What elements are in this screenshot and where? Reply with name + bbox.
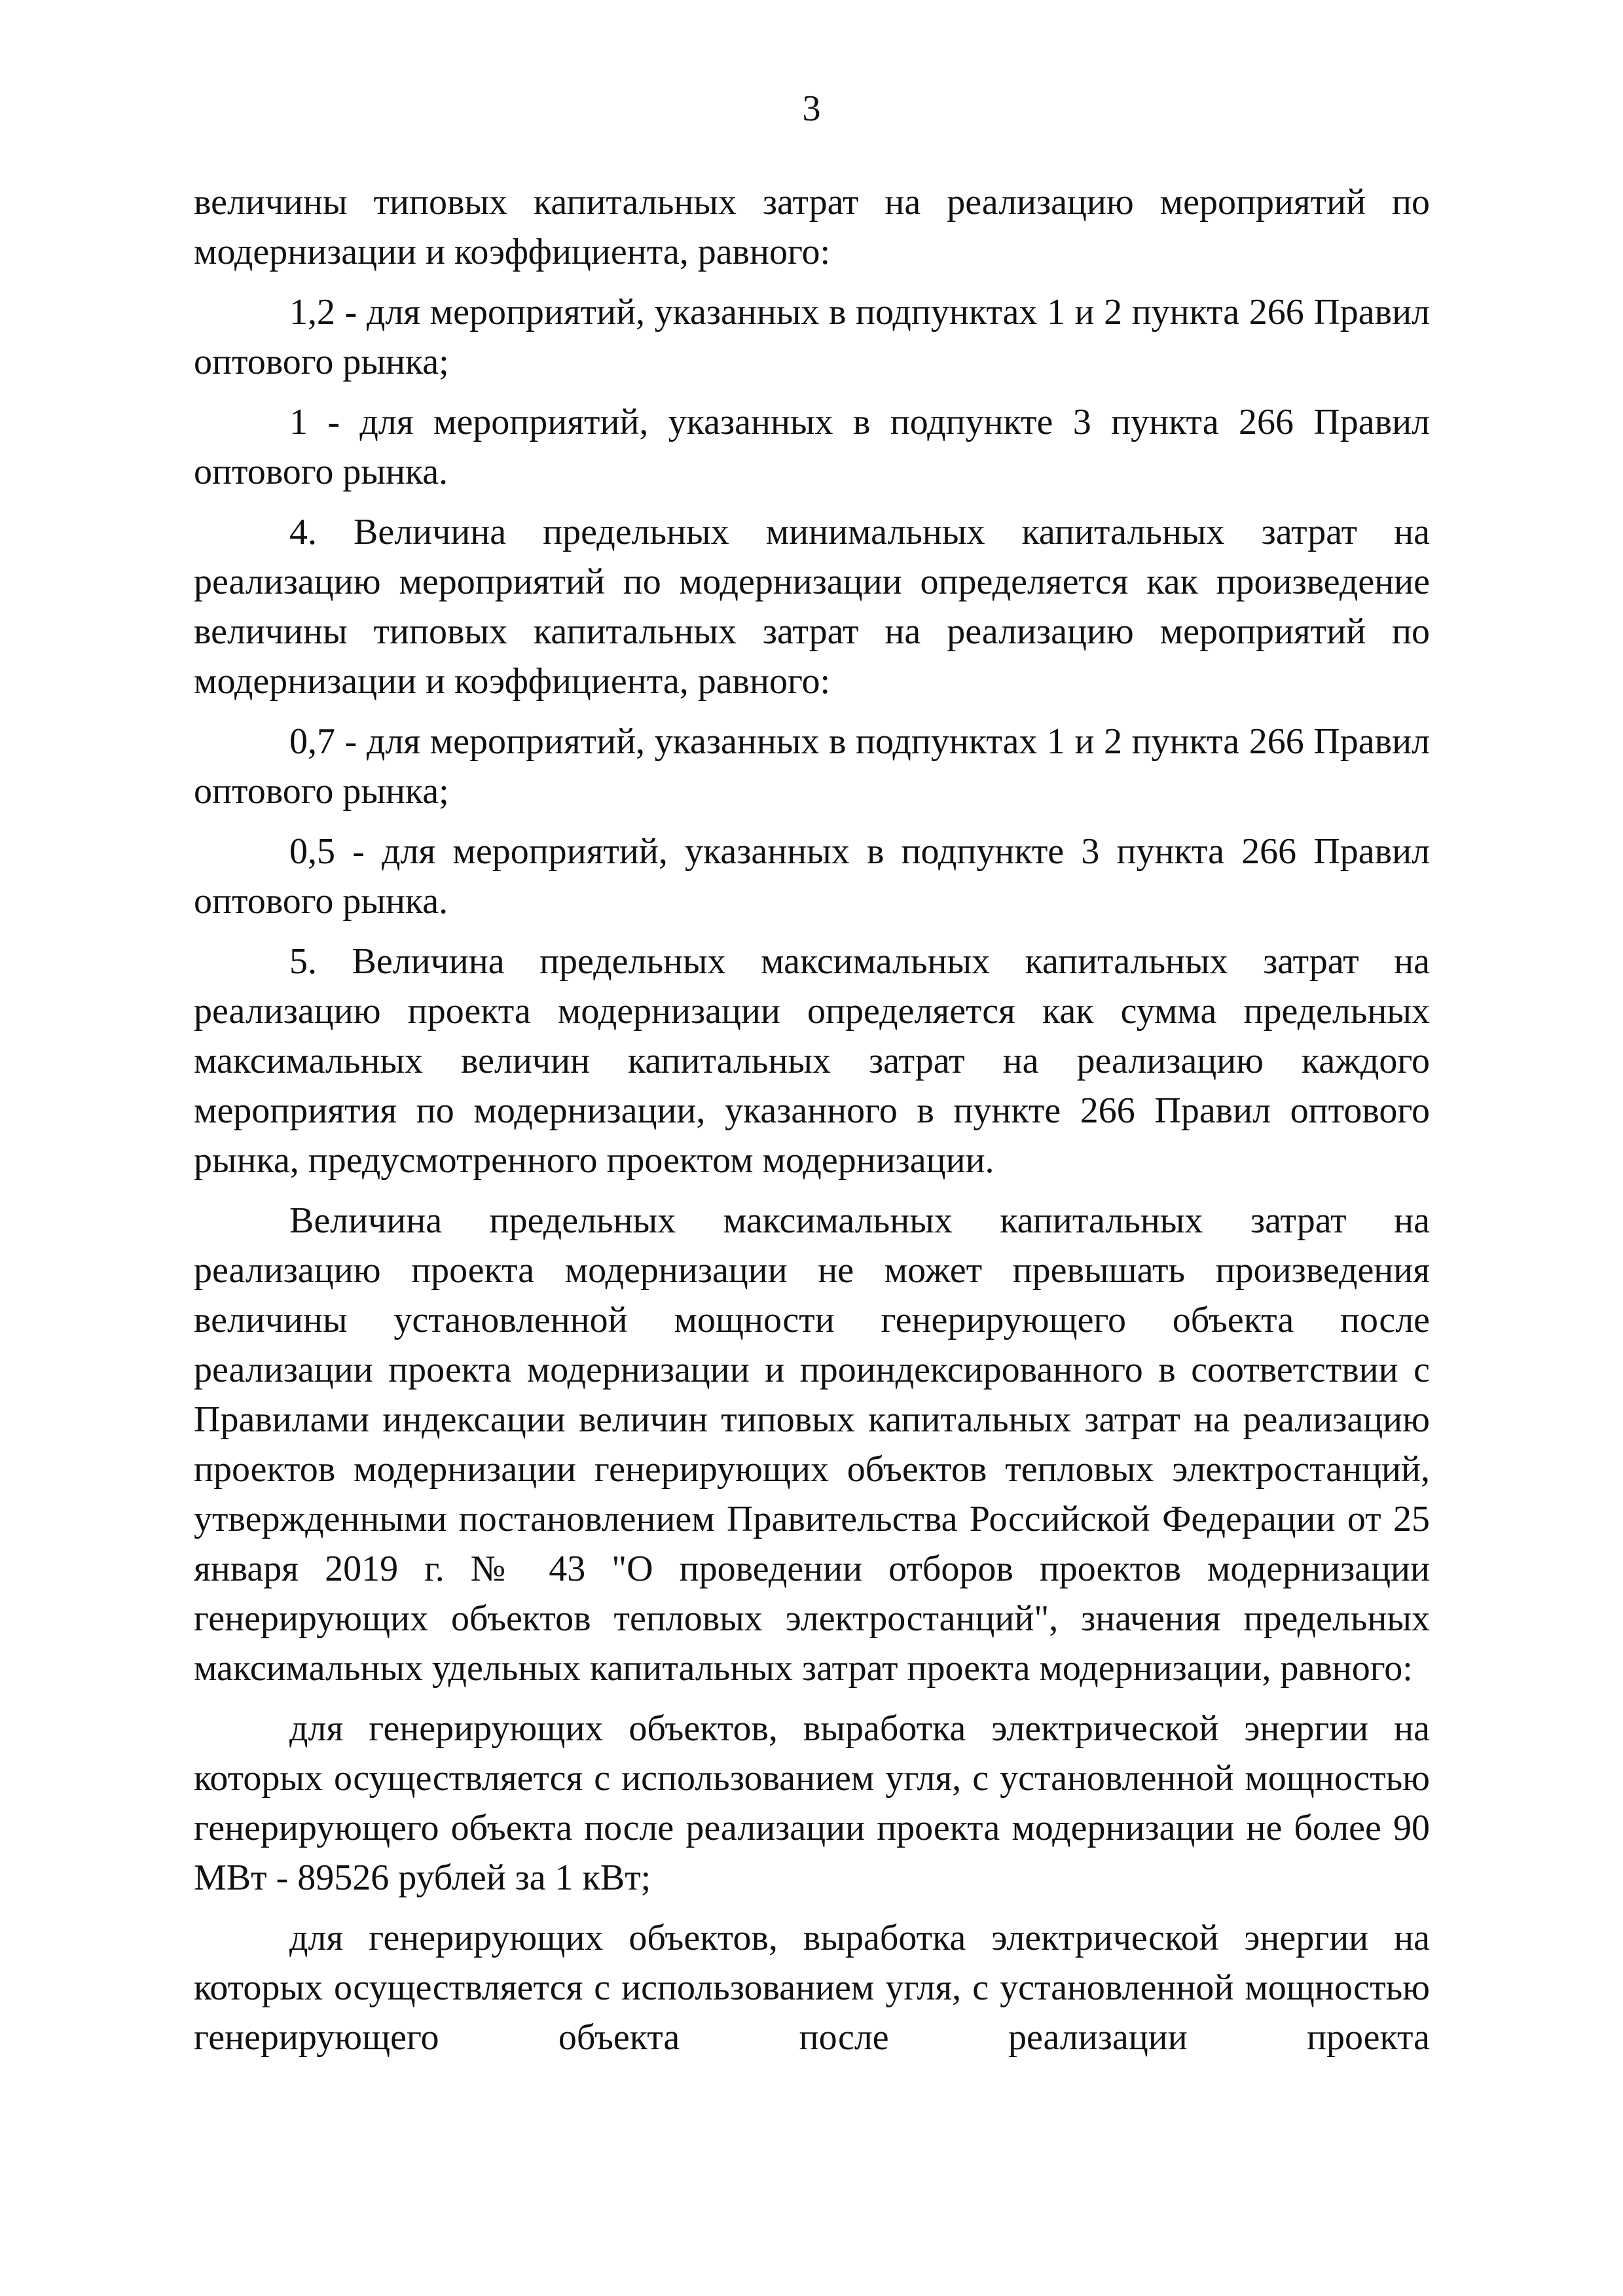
paragraph-coefficient-0-5: 0,5 - для мероприятий, указанных в подпункте 3 пункта 266 Правил оптового рынка.	[194, 831, 1430, 922]
paragraph-coefficient-0-7: 0,7 - для мероприятий, указанных в подпунктах 1 и 2 пункта 266 Правил оптового рынка;	[194, 721, 1430, 812]
paragraph-coefficient-1: 1 - для мероприятий, указанных в подпункте 3 пункта 266 Правил оптового рынка.	[194, 402, 1430, 492]
paragraph-coefficient-1-2: 1,2 - для мероприятий, указанных в подпунктах 1 и 2 пункта 266 Правил оптового рынка;	[194, 292, 1430, 382]
paragraph-item-5: 5. Величина предельных максимальных капитальных затрат на реализацию проекта модернизации определяется как сумма предельных максимальных величин капитальных затрат на реализацию каждого мероприятия по модернизации, указанного в пункте 266 Правил оптового рынка, предусмотренного проектом модернизации.	[194, 941, 1430, 1181]
paragraph-coal-continued: для генерирующих объектов, выработка электрической энергии на которых осуществляется с использованием угля, с установленной мощностью генерирующего объекта после реализации проекта	[194, 1918, 1430, 2058]
paragraph-item-4: 4. Величина предельных минимальных капитальных затрат на реализацию мероприятий по модернизации определяется как произведение величины типовых капитальных затрат на реализацию мероприятий по модернизации и коэффициента, равного:	[194, 512, 1430, 702]
page-number: 3	[802, 88, 821, 129]
document-body	[194, 177, 1430, 2062]
paragraph-max-cost-limit: Величина предельных максимальных капитальных затрат на реализацию проекта модернизации не может превышать произведения величины установленной мощности генерирующего объекта после реализации проекта модернизации и проиндексированного в соответствии с Правилами индексации величин типовых капитальных затрат на реализацию проектов модернизации генерирующих объектов тепловых электростанций, утвержденными постановлением Правительства Российской Федерации от 25 января 2019 г. № 43 "О проведении отборов проектов модернизации генерирующих объектов тепловых электростанций", значения предельных максимальных удельных капитальных затрат проекта модернизации, равного:	[194, 1200, 1430, 1689]
paragraph-continuation: величины типовых капитальных затрат на реализацию мероприятий по модернизации и коэффициента, равного:	[194, 182, 1430, 272]
paragraph-coal-up-to-90mw: для генерирующих объектов, выработка электрической энергии на которых осуществляется с использованием угля, с установленной мощностью генерирующего объекта после реализации проекта модернизации не более 90 МВт - 89526 рублей за 1 кВт;	[194, 1708, 1430, 1898]
